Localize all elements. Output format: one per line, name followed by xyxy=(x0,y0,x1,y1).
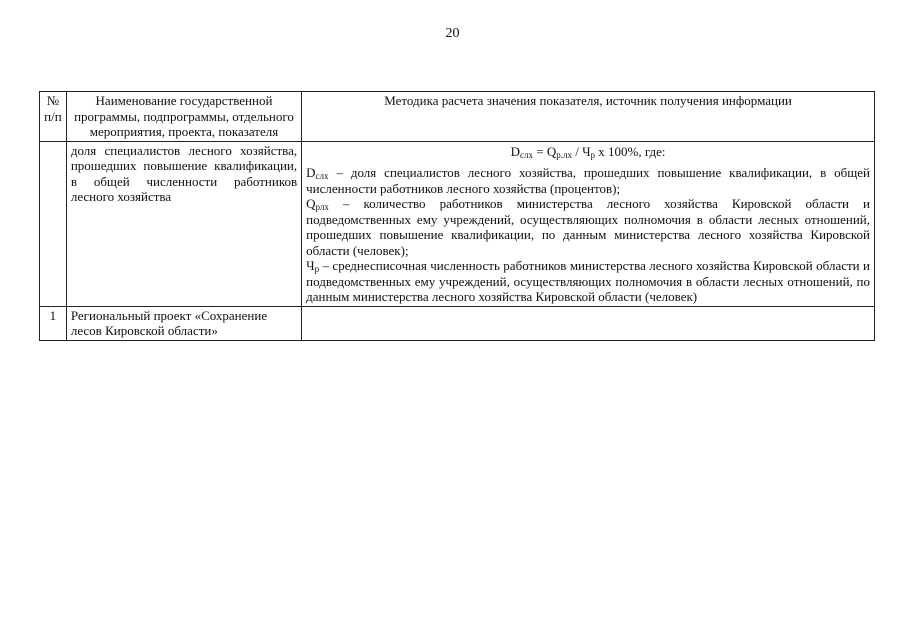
definition-d: $D_{слх}$ – доля специалистов лесного хозяйства, прошедших повышение квалификации, в общей численности работников лесного хозяйства (процентов); xyxy=(306,165,870,196)
project-name: Региональный проект «Сохранение лесов Кировской области» xyxy=(66,306,301,340)
row-num: 1 xyxy=(40,306,67,340)
method-cell-empty xyxy=(302,306,875,340)
indicator-name: доля специалистов лесного хозяйства, прошедших повышение квалификации, в общей численности работников лесного хозяйства xyxy=(66,141,301,306)
table-header-row xyxy=(40,92,875,142)
table-row xyxy=(40,141,875,306)
definition-ch: $Ч_р$ – среднесписочная численность работников министерства лесного хозяйства Кировской области и подведомственных ему учреждений, осуществляющих полномочия в области лесных отношений, по данным министерства лесного хозяйства Кировской области (человек) xyxy=(306,258,870,304)
header-method: Методика расчета значения показателя, источник получения информации xyxy=(302,92,875,142)
indicator-table xyxy=(39,91,875,341)
header-name: Наименование государственной программы, подпрограммы, отдельного мероприятия, проекта, показателя xyxy=(66,92,301,142)
table-row xyxy=(40,306,875,340)
page-number: 20 xyxy=(445,26,460,41)
method-cell xyxy=(302,141,875,306)
row-num xyxy=(40,141,67,306)
definition-q: $Q_{рлх}$ – количество работников министерства лесного хозяйства Кировской области и подведомственных ему учреждений, осуществляющих полномочия в области лесных отношений, прошедших повышение квалификации, по данным министерства лесного хозяйства Кировской области (человек); xyxy=(306,196,870,258)
formula: $D_{слх} = Q_{р.лх} / Ч_р$ x 100%, где: xyxy=(510,143,666,160)
header-num: № п/п xyxy=(40,92,67,142)
